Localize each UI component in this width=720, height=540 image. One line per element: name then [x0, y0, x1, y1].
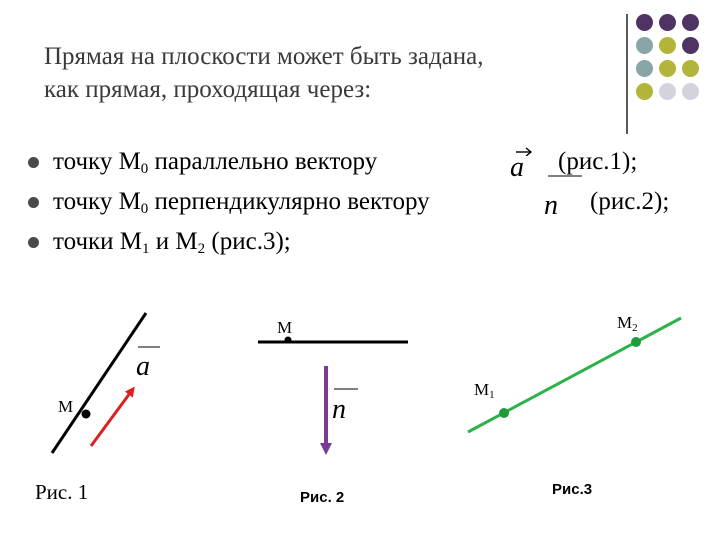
bullet-3-text: точки М — [53, 228, 143, 255]
bullet-3-sub-1: 1 — [142, 241, 150, 257]
bullet-3-sub-2: 2 — [197, 241, 206, 257]
fig2-caption: Рис. 2 — [300, 489, 345, 506]
fig1-line — [52, 313, 146, 453]
fig1-vector-label: a — [136, 351, 150, 382]
title-line-1: Прямая на плоскости может быть задана, — [44, 43, 484, 70]
bullet-3-mid: и М — [149, 228, 198, 255]
fig3-caption: Рис.3 — [552, 481, 593, 498]
bullet-3-rest: (рис.3); — [205, 228, 291, 255]
fig1-caption: Рис. 1 — [35, 480, 89, 504]
bullet-2-ref: (рис.2); — [590, 188, 670, 215]
fig2-vector-label: n — [332, 394, 346, 425]
fig3-point-m1 — [499, 408, 509, 418]
bullet-1-sub: 0 — [140, 161, 149, 177]
fig1-vector-a — [91, 389, 133, 446]
bullet-2-text: точку М — [53, 188, 141, 215]
bullet-2-vector-n: n — [544, 190, 558, 221]
fig1-point-label: M — [58, 397, 74, 416]
fig3-point-m2-label: M2 — [617, 313, 638, 334]
fig1-point — [82, 410, 91, 419]
bullet-2-rest: перпендикулярно вектору — [148, 188, 430, 215]
fig3-point-m2 — [631, 337, 641, 347]
title-line-2: как прямая, проходящая через: — [44, 76, 372, 103]
fig2-point-label: M — [277, 318, 293, 337]
fig3-point-m1-label: M1 — [474, 380, 495, 401]
bullet-1-rest: параллельно вектору — [148, 148, 378, 175]
bullet-2-sub: 0 — [140, 201, 149, 217]
bullet-1-vector-a: a — [510, 150, 524, 186]
bullet-1-text: точку М — [53, 148, 141, 175]
bullet-1-ref: (рис.1); — [546, 144, 625, 180]
